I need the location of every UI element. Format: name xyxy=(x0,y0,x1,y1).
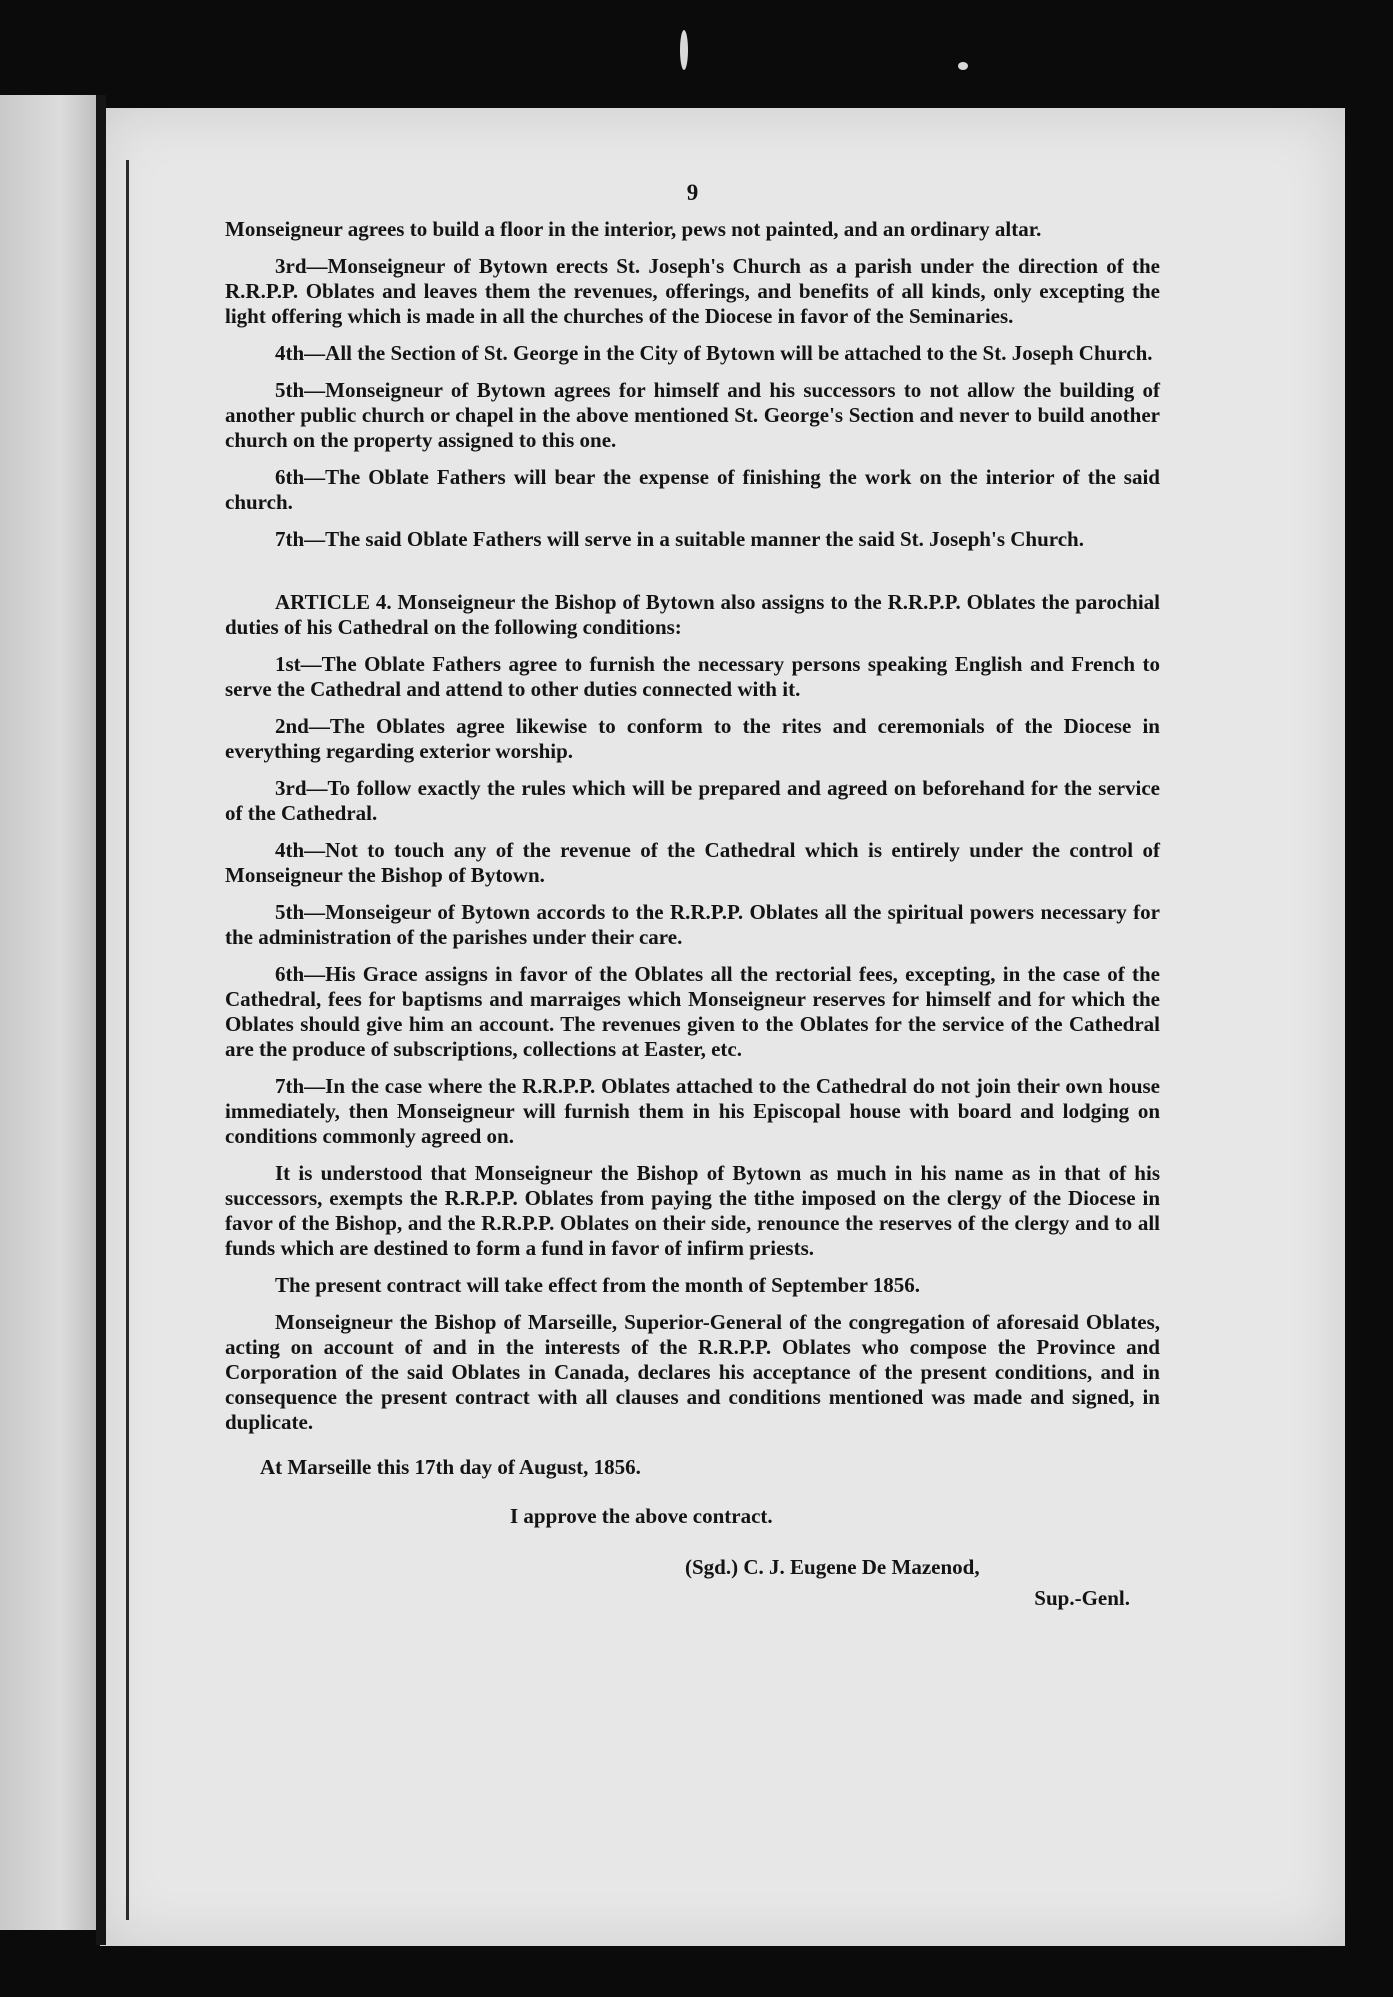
binding-shadow xyxy=(96,95,106,1945)
paragraph: 4th—All the Section of St. George in the City of Bytown will be attached to the St. Joseph Church. xyxy=(275,341,1153,365)
scan-speck xyxy=(958,62,968,70)
paragraph: 7th—The said Oblate Fathers will serve in a suitable manner the said St. Joseph's Church. xyxy=(275,527,1084,551)
page-number: 9 xyxy=(686,180,699,205)
binding-rule xyxy=(126,160,129,1920)
section-gap xyxy=(225,564,1160,590)
paragraph: 5th—Monseigeur of Bytown accords to the R.R.P.P. Oblates all the spiritual powers necessary for the administration of the parishes under their care. xyxy=(225,900,1160,949)
paragraph: 6th—The Oblate Fathers will bear the expense of finishing the work on the interior of the said church. xyxy=(225,465,1160,514)
paragraph: The present contract will take effect from the month of September 1856. xyxy=(275,1273,921,1297)
paragraph: 3rd—To follow exactly the rules which will be prepared and agreed on beforehand for the service of the Cathedral. xyxy=(225,776,1160,825)
paragraph: Monseigneur agrees to build a floor in the interior, pews not painted, and an ordinary altar. xyxy=(225,217,1042,241)
article-heading-paragraph: ARTICLE 4. Monseigneur the Bishop of Bytown also assigns to the R.R.P.P. Oblates the parochial duties of his Cathedral on the following conditions: xyxy=(225,590,1160,639)
signature-line: (Sgd.) C. J. Eugene De Mazenod, xyxy=(685,1555,980,1579)
paragraph: 5th—Monseigneur of Bytown agrees for himself and his successors to not allow the building of another public church or chapel in the above mentioned St. George's Section and never to build another church on the property assigned to this one. xyxy=(225,378,1160,452)
scan-speck xyxy=(680,30,688,70)
adjacent-page-edge xyxy=(0,95,100,1930)
signature-title: Sup.-Genl. xyxy=(1034,1586,1130,1610)
paragraph: 6th—His Grace assigns in favor of the Oblates all the rectorial fees, excepting, in the case of the Cathedral, fees for baptisms and marraiges which Monseigneur reserves for himself and for which the Oblates should give him an account. The revenues given to the Oblates for the service of the Cathedral are the produce of subscriptions, collections at Easter, etc. xyxy=(225,962,1160,1061)
place-date-line: At Marseille this 17th day of August, 1856. xyxy=(260,1455,641,1479)
approval-line: I approve the above contract. xyxy=(510,1504,773,1528)
document-text xyxy=(225,180,1160,1611)
paragraph: 1st—The Oblate Fathers agree to furnish the necessary persons speaking English and French to serve the Cathedral and attend to other duties connected with it. xyxy=(225,652,1160,701)
paragraph: Monseigneur the Bishop of Marseille, Superior-General of the congregation of aforesaid Oblates, acting on account of and in the interests of the R.R.P.P. Oblates who compose the Province and Corporation of the said Oblates in Canada, declares his acceptance of the present conditions, and in consequence the present contract with all clauses and conditions mentioned was made and signed, in duplicate. xyxy=(225,1310,1160,1434)
paragraph: 2nd—The Oblates agree likewise to conform to the rites and ceremonials of the Diocese in everything regarding exterior worship. xyxy=(225,714,1160,763)
paragraph: 4th—Not to touch any of the revenue of the Cathedral which is entirely under the control of Monseigneur the Bishop of Bytown. xyxy=(225,838,1160,887)
paragraph: It is understood that Monseigneur the Bishop of Bytown as much in his name as in that of his successors, exempts the R.R.P.P. Oblates from paying the tithe imposed on the clergy of the Diocese in favor of the Bishop, and the R.R.P.P. Oblates on their side, renounce the reserves of the clergy and to all funds which are destined to form a fund in favor of infirm priests. xyxy=(225,1161,1160,1260)
paragraph: 3rd—Monseigneur of Bytown erects St. Joseph's Church as a parish under the direction of the R.R.P.P. Oblates and leaves them the revenues, offerings, and benefits of all kinds, only excepting the light offering which is made in all the churches of the Diocese in favor of the Seminaries. xyxy=(225,254,1160,328)
paragraph: 7th—In the case where the R.R.P.P. Oblates attached to the Cathedral do not join their own house immediately, then Monseigneur will furnish them in his Episcopal house with board and lodging on conditions commonly agreed on. xyxy=(225,1074,1160,1148)
